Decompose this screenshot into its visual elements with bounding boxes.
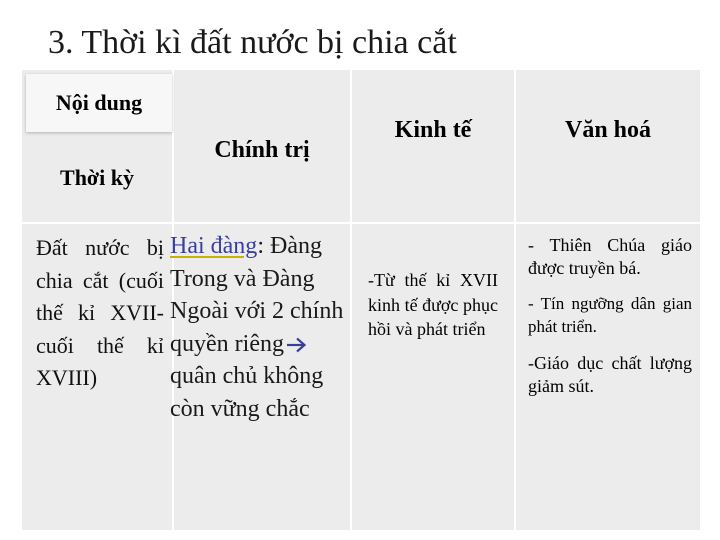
- row-divider: [22, 222, 700, 224]
- header-thoi-ky: Thời kỳ: [60, 165, 134, 190]
- culture-item: - Thiên Chúa giáo được truyền bá.: [528, 235, 692, 278]
- politics-cell: [170, 230, 348, 425]
- politics-body: Đàng Trong và Đàng Ngoài với 2 chính quyền riêng: [170, 233, 344, 357]
- period-cell: Đất nước bị chia cắt (cuối thế kỉ XVII- cuối thế kỉ XVIII): [36, 235, 164, 390]
- header-kinh-te: Kinh tế: [394, 116, 472, 143]
- header-noi-dung: Nội dung: [26, 74, 172, 132]
- culture-item: - Tín ngưỡng dân gian phát triển.: [528, 294, 692, 336]
- politics-highlight: Hai đàng: [170, 233, 258, 259]
- politics-tail: quân chủ không còn vững chắc: [170, 363, 324, 422]
- culture-cell: [528, 234, 692, 411]
- arrow-right-icon: [286, 336, 308, 354]
- politics-colon: :: [257, 233, 264, 259]
- culture-item: -Giáo dục chất lượng giảm sút.: [528, 353, 692, 396]
- economy-cell: -Từ thế kỉ XVII kinh tế được phục hồi và phát triển: [368, 270, 498, 339]
- slide-title: 3. Thời kì đất nước bị chia cắt: [48, 24, 457, 61]
- header-chinh-tri: Chính trị: [214, 136, 310, 163]
- header-van-hoa: Văn hoá: [564, 116, 652, 143]
- content-table: [22, 70, 700, 530]
